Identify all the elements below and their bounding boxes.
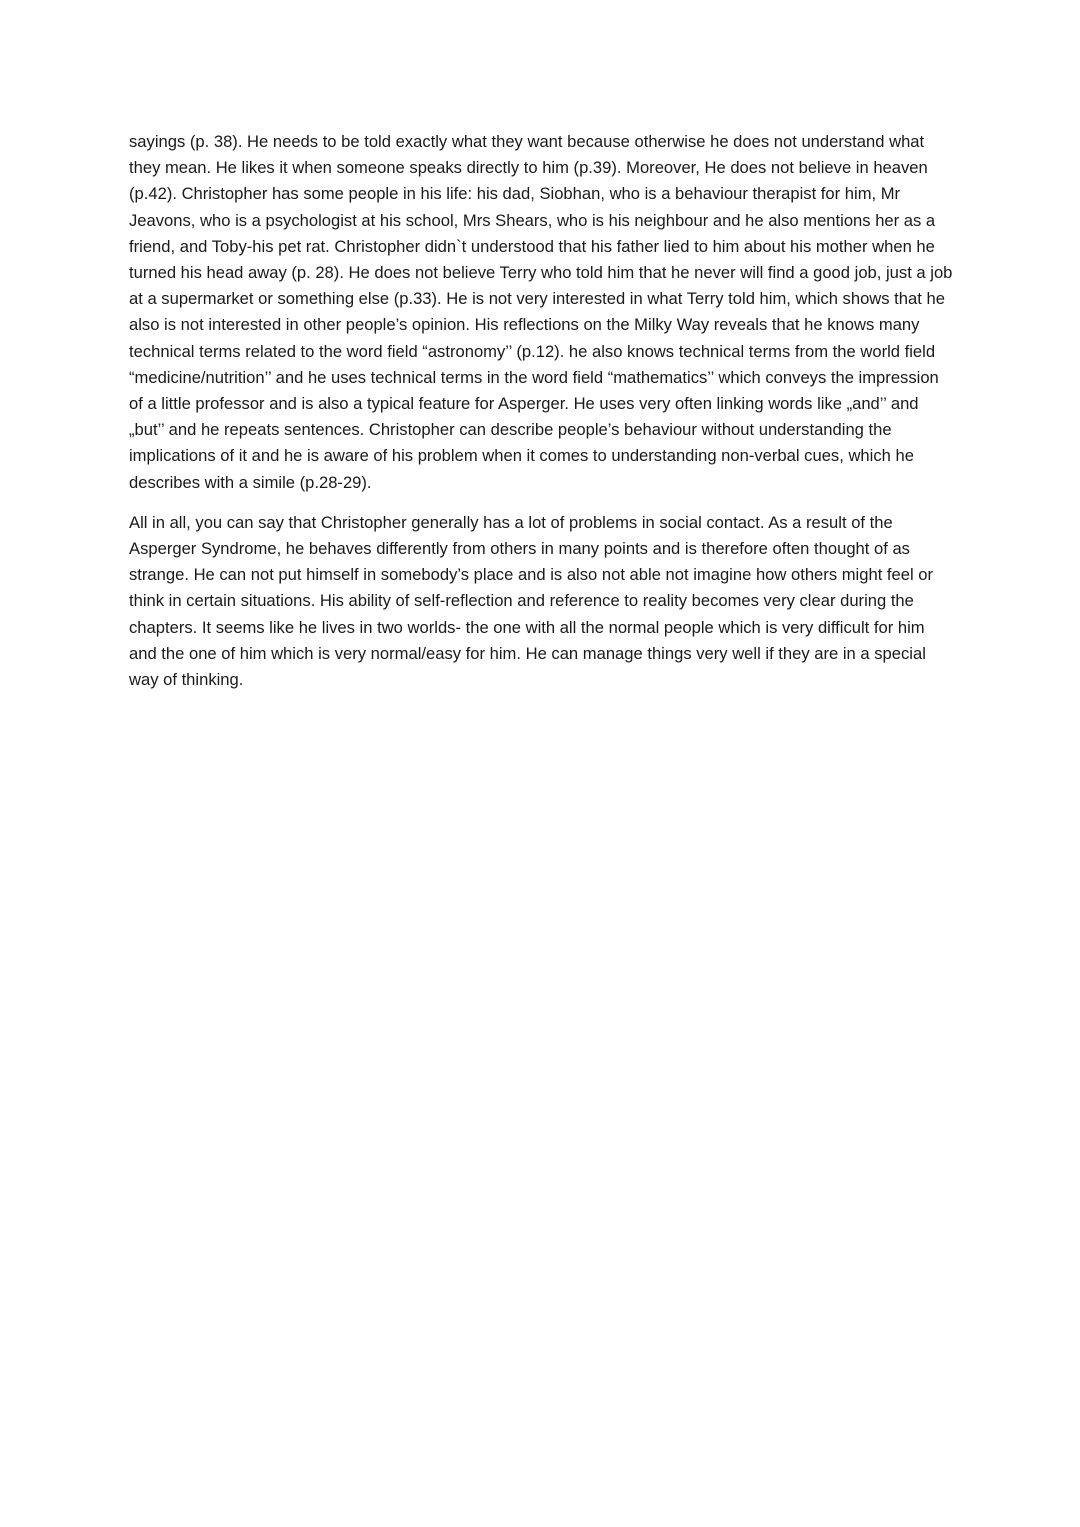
- paragraph-analysis: sayings (p. 38). He needs to be told exactly what they want because otherwise he does not understand what they mean. He likes it when someone speaks directly to him (p.39). Moreover, He does not believe in heaven (p.42). Christopher has some people in his life: his dad, Siobhan, who is a behaviour therapist for him, Mr Jeavons, who is a psychologist at his school, Mrs Shears, who is his neighbour and he also mentions her as a friend, and Toby-his pet rat. Christopher didn`t understood that his father lied to him about his mother when he turned his head away (p. 28). He does not believe Terry who told him that he never will find a good job, just a job at a supermarket or something else (p.33). He is not very interested in what Terry told him, which shows that he also is not interested in other people’s opinion. His reflections on the Milky Way reveals that he knows many technical terms related to the word field “astronomy’’ (p.12). he also knows technical terms from the world field “medicine/nutrition’’ and he uses technical terms in the word field “mathematics’’ which conveys the impression of a little professor and is also a typical feature for Asperger. He uses very often linking words like „and’’ and „but’’ and he repeats sentences. Christopher can describe people’s behaviour without understanding the implications of it and he is aware of his problem when it comes to understanding non-verbal cues, which he describes with a simile (p.28-29).: [129, 132, 953, 492]
- body-text: [129, 129, 953, 693]
- paragraph-conclusion: All in all, you can say that Christopher generally has a lot of problems in social contact. As a result of the Asperger Syndrome, he behaves differently from others in many points and is therefore often thought of as strange. He can not put himself in somebody’s place and is also not able not imagine how others might feel or think in certain situations. His ability of self-reflection and reference to reality becomes very clear during the chapters. It seems like he lives in two worlds- the one with all the normal people which is very difficult for him and the one of him which is very normal/easy for him. He can manage things very well if they are in a special way of thinking.: [129, 512, 934, 690]
